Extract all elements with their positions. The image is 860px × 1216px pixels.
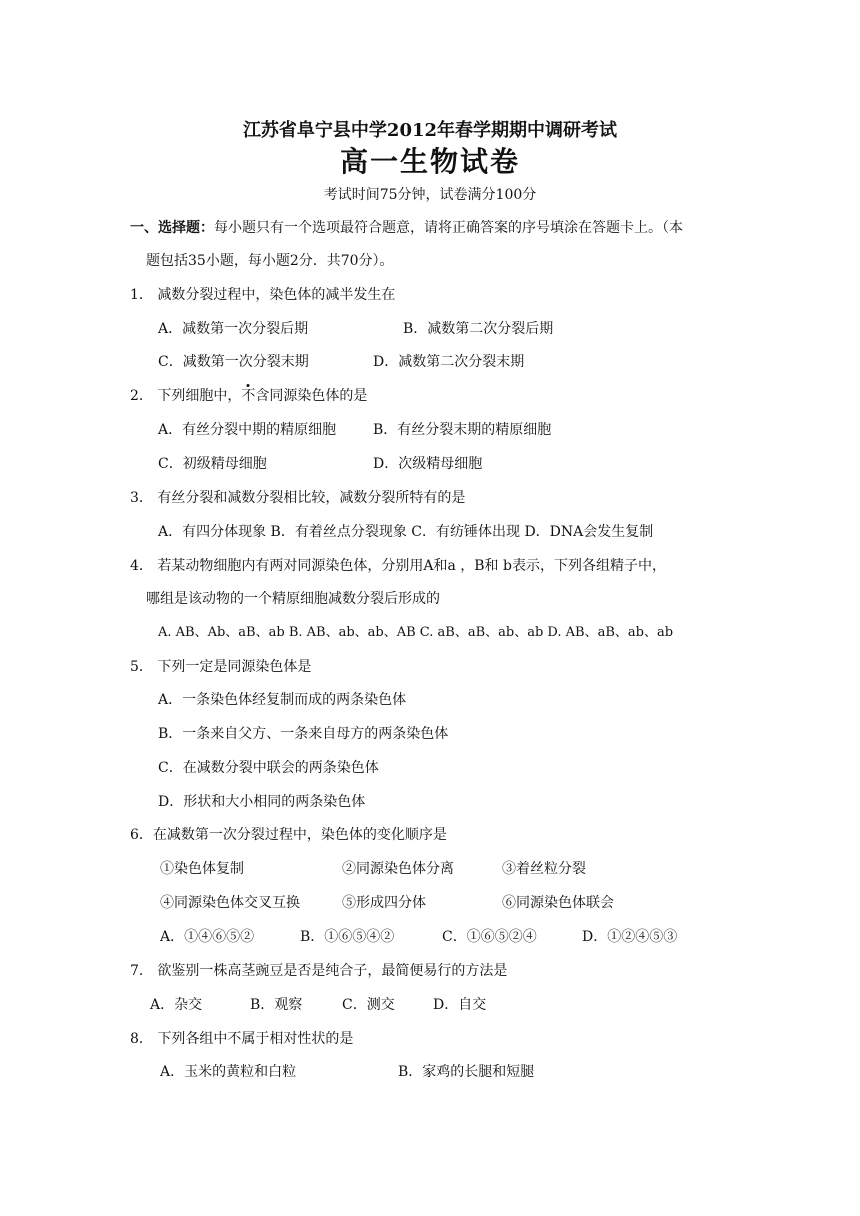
option-c: C．减数第一次分裂末期 xyxy=(158,354,309,370)
option-d: D．①②④⑤③ xyxy=(582,929,678,945)
option-b: B．一条来自父方、一条来自母方的两条染色体 xyxy=(158,726,449,742)
option-a: A．杂交 xyxy=(150,997,203,1013)
question-stem: 6．在减数第一次分裂过程中，染色体的变化顺序是 xyxy=(130,827,447,843)
option-b: B．减数第二次分裂后期 xyxy=(403,321,554,337)
option-d: D．形状和大小相同的两条染色体 xyxy=(158,794,366,810)
option-d: D．自交 xyxy=(433,997,487,1013)
question-stem: 8． 下列各组中不属于相对性状的是 xyxy=(130,1031,354,1047)
option-a: A．玉米的黄粒和白粒 xyxy=(160,1064,297,1080)
question-stem-line-1: 4． 若某动物细胞内有两对同源染色体，分别用A和a ，B和 b表示，下列各组精子中， xyxy=(130,558,666,574)
option-a: A．一条染色体经复制而成的两条染色体 xyxy=(158,692,407,708)
instructions-line-2: 题包括35小题，每小题2分．共70分）。 xyxy=(146,253,394,269)
option-b: B．有丝分裂末期的精原细胞 xyxy=(373,422,552,438)
option-c: C．初级精母细胞 xyxy=(158,456,267,472)
option-b: B．①⑥⑤④② xyxy=(300,929,395,945)
question-stem: 7． 欲鉴别一株高茎豌豆是否是纯合子，最简便易行的方法是 xyxy=(130,963,508,979)
exam-title: 高一生物试卷 xyxy=(339,145,520,178)
options-row: A. AB、Ab、aB、ab B. AB、ab、ab、AB C. aB、aB、ab、ab D. AB、aB、ab、ab xyxy=(158,625,674,640)
item-2: ②同源染色体分离 xyxy=(342,861,454,877)
question-stem: 3． 有丝分裂和减数分裂相比较，减数分裂所特有的是 xyxy=(130,490,466,506)
question-stem xyxy=(130,386,367,406)
section-heading: 一、选择题： xyxy=(130,220,214,236)
option-c: C．在减数分裂中联会的两条染色体 xyxy=(158,760,379,776)
question-stem: 5． 下列一定是同源染色体是 xyxy=(130,659,312,675)
school-title: 江苏省阜宁县中学2012年春学期期中调研考试 xyxy=(242,120,618,141)
emphasis-mark: 不 xyxy=(241,388,256,404)
option-a: A．①④⑥⑤② xyxy=(160,929,255,945)
option-a: A．减数第一次分裂后期 xyxy=(158,321,309,337)
option-c: C．①⑥⑤②④ xyxy=(442,929,537,945)
option-d: D．次级精母细胞 xyxy=(373,456,483,472)
option-b: B．观察 xyxy=(250,997,303,1013)
stem-part: 含同源染色体的是 xyxy=(255,388,368,404)
item-1: ①染色体复制 xyxy=(160,861,244,877)
option-a: A．有丝分裂中期的精原细胞 xyxy=(158,422,337,438)
instructions-line-1: 每小题只有一个选项最符合题意，请将正确答案的序号填涂在答题卡上。（本 xyxy=(214,220,683,236)
question-stem-line-2: 哪组是该动物的一个精原细胞减数分裂后形成的 xyxy=(146,591,440,607)
question-stem: 1． 减数分裂过程中，染色体的减半发生在 xyxy=(130,287,396,303)
options-row: A．有四分体现象 B．有着丝点分裂现象 C．有纺锤体出现 D．DNA会发生复制 xyxy=(158,524,654,540)
option-c: C．测交 xyxy=(342,997,395,1013)
item-4: ④同源染色体交叉互换 xyxy=(160,895,300,911)
item-5: ⑤形成四分体 xyxy=(342,895,426,911)
item-6: ⑥同源染色体联会 xyxy=(502,895,614,911)
stem-part: 2． 下列细胞中， xyxy=(130,388,242,404)
exam-info: 考试时间75分钟，试卷满分100分 xyxy=(323,187,537,203)
option-d: D．减数第二次分裂末期 xyxy=(373,354,525,370)
option-b: B．家鸡的长腿和短腿 xyxy=(398,1064,535,1080)
item-3: ③着丝粒分裂 xyxy=(502,861,586,877)
